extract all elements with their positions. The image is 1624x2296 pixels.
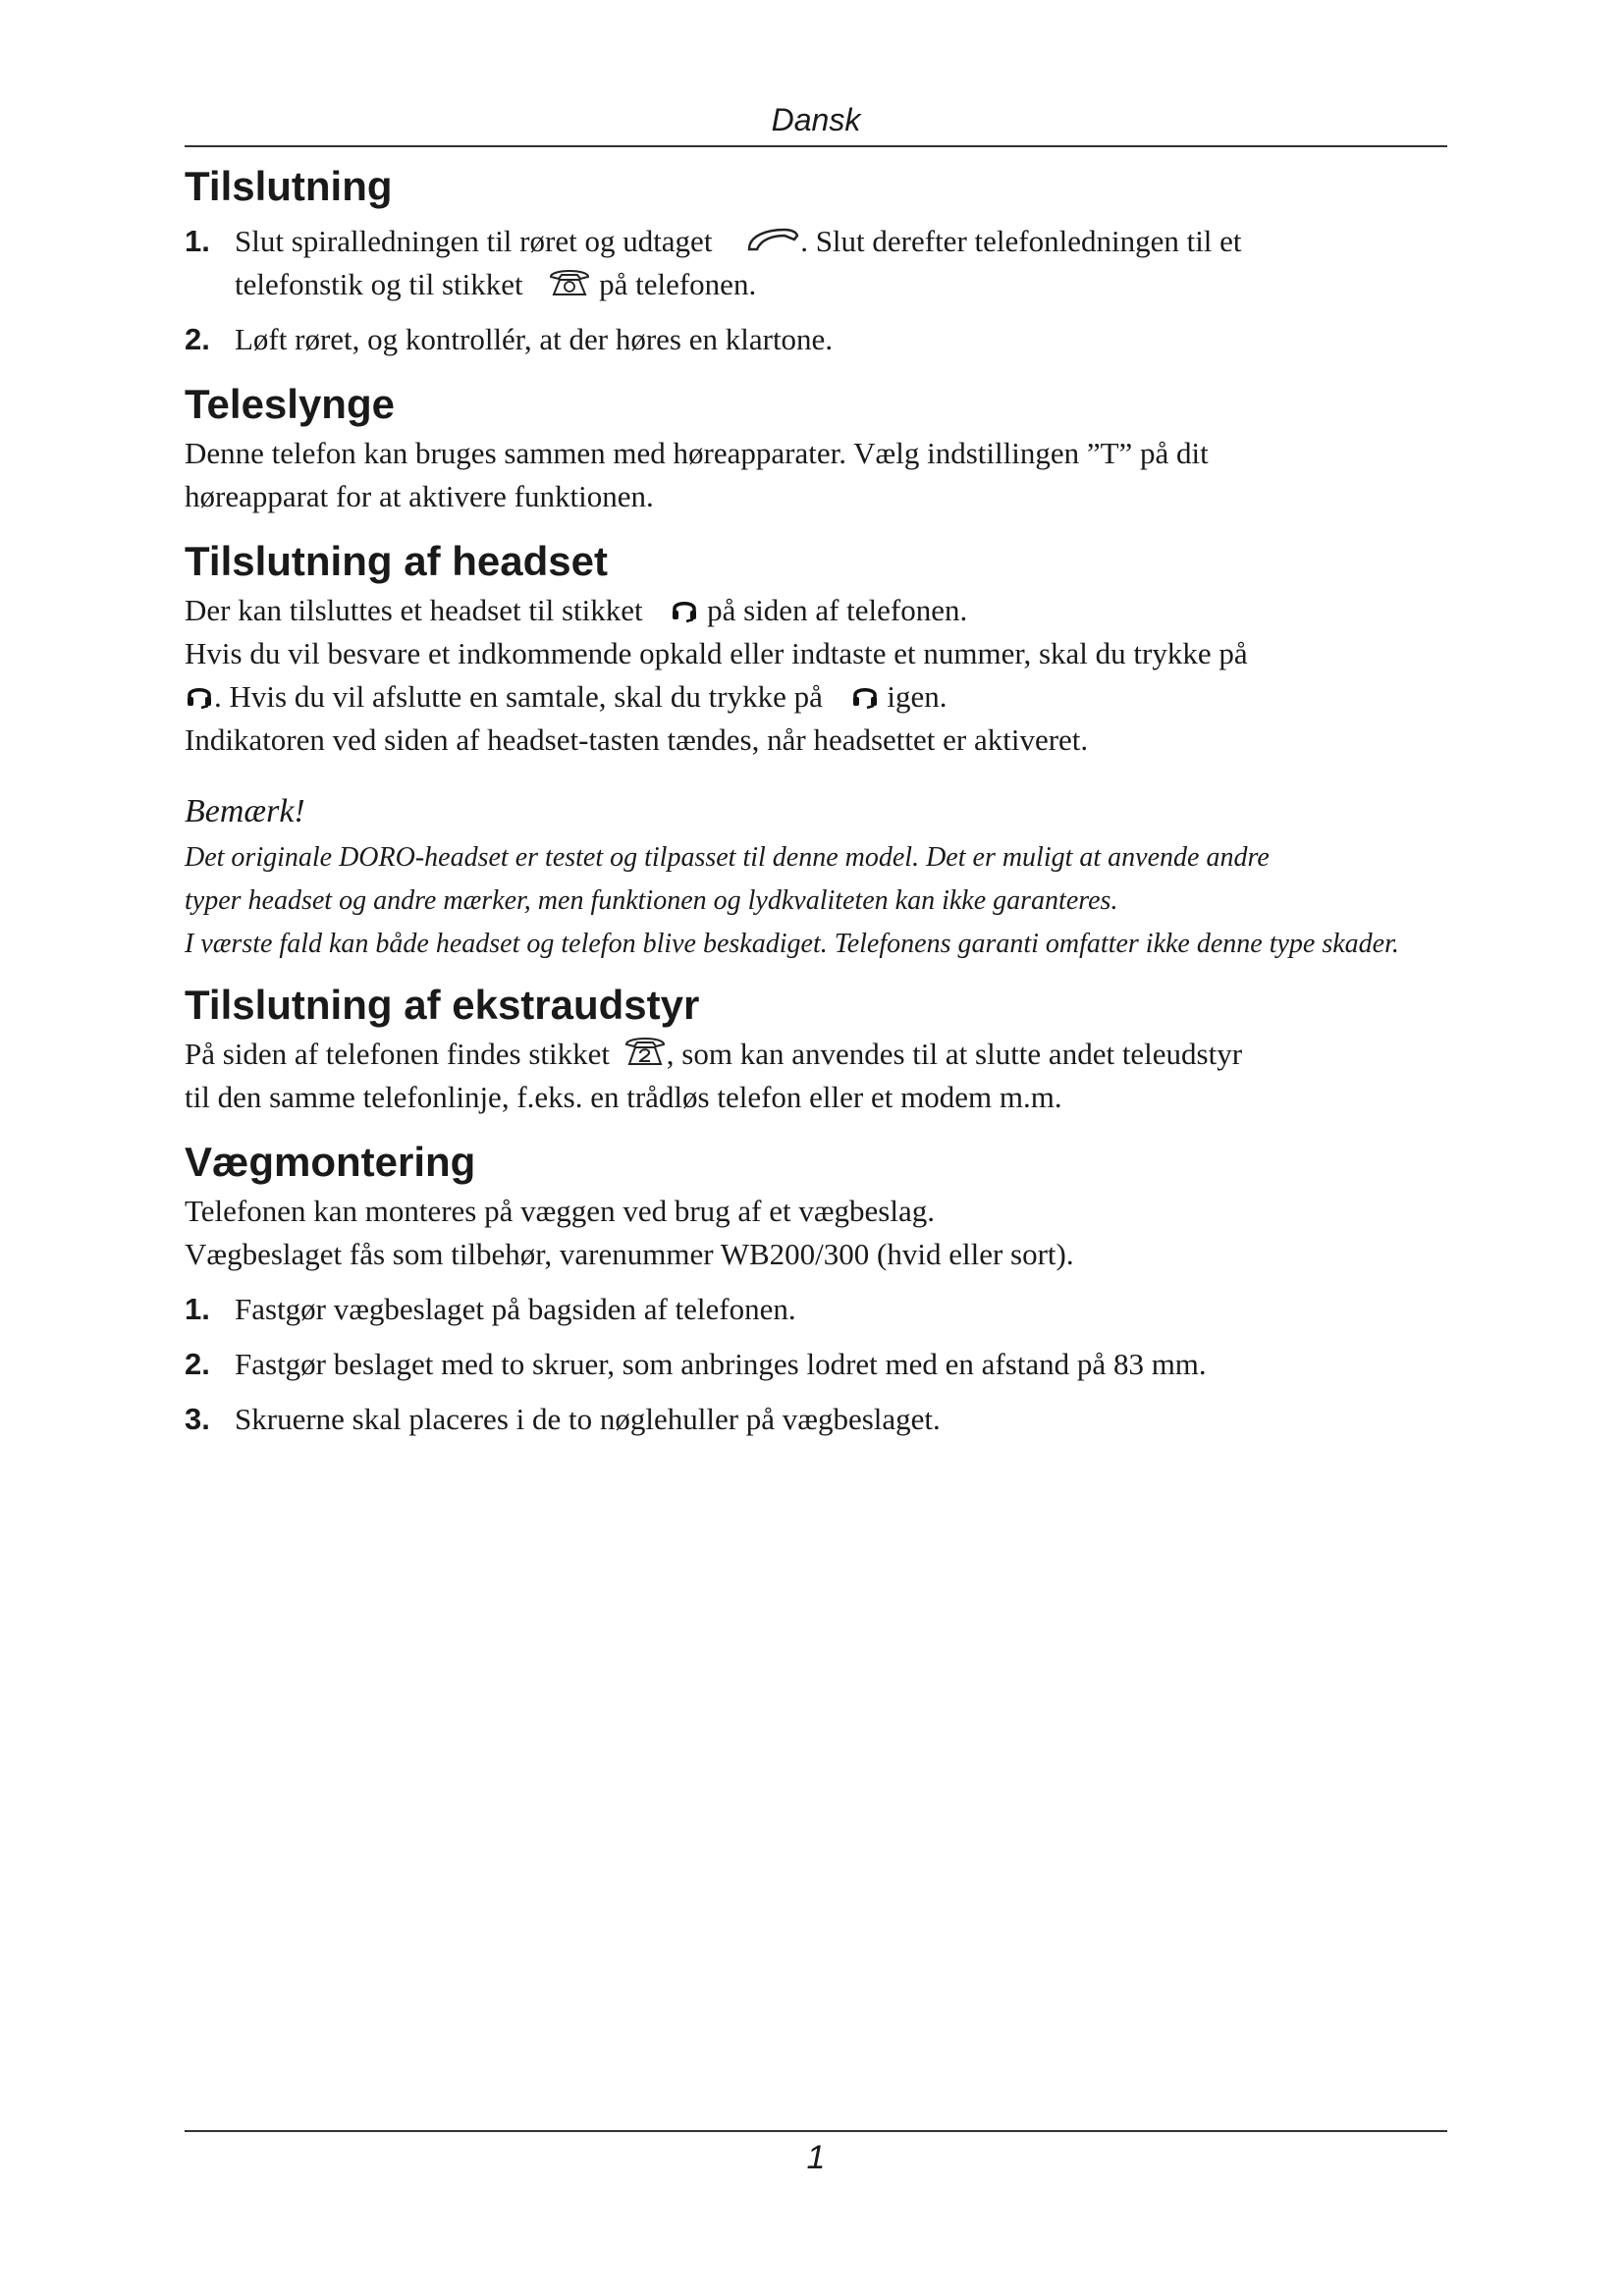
paragraph: Hvis du vil besvare et indkommende opkald eller indtaste et nummer, skal du trykke på [185,636,1248,670]
section-title-tilslutning: Tilslutning [185,163,393,209]
headset-icon [850,681,880,711]
document-body [185,159,1530,1441]
paragraph: . Hvis du vil afslutte en samtale, skal du trykke på igen. [185,675,1530,719]
section-title-vaegmontering: Vægmontering [185,1139,476,1185]
page-header [185,94,1447,147]
paragraph: På siden af telefonen findes stikket , som kan anvendes til at slutte andet teleudstyr [185,1037,1243,1071]
paragraph: Indikatoren ved siden af headset-tasten tændes, når headsettet er aktiveret. [185,722,1089,757]
paragraph: til den samme telefonlinje, f.eks. en trådløs telefon eller et modem m.m. [185,1080,1062,1114]
list-number: 2. [185,322,210,356]
section-title-headset: Tilslutning af headset [185,538,608,584]
page-footer [185,2130,1447,2183]
note-box [185,787,1530,966]
list-number: 2. [185,1347,210,1381]
paragraph: Denne telefon kan bruges sammen med høreapparater. Vælg indstillingen ”T” på dit [185,436,1209,470]
header-language: Dansk [771,102,861,137]
paragraph: Telefonen kan monteres på væggen ved brug af et vægbeslag. [185,1194,935,1228]
list-number: 3. [185,1402,210,1436]
section-title-ekstraudstyr: Tilslutning af ekstraudstyr [185,982,700,1028]
list-item: 2. Fastgør beslaget med to skruer, som anbringes lodret med en afstand på 83 mm. [185,1343,1530,1386]
list-item: 2. Løft røret, og kontrollér, at der høres en klartone. [185,318,1530,361]
list-item: 1. Slut spiralledningen til røret og udtaget . Slut derefter telefonledningen til et telefonstik og til stikket på telefonen. [185,220,1530,306]
section-title-teleslynge: Teleslynge [185,381,395,427]
note-line: I værste fald kan både headset og telefon blive beskadiget. Telefonens garanti omfatter ikke denne type skader. [185,929,1399,959]
list-number: 1. [185,224,210,258]
list-item: 1. Fastgør vægbeslaget på bagsiden af telefonen. [185,1288,1530,1331]
handset-icon [745,226,800,255]
paragraph: Vægbeslaget fås som tilbehør, varenummer WB200/300 (hvid eller sort). [185,1237,1074,1271]
note-title: Bemærk! [185,793,305,829]
phone-line-socket-icon [548,267,591,298]
headset-icon [670,595,699,624]
list-number: 1. [185,1292,210,1326]
paragraph: Der kan tilsluttes et headset til stikket på siden af telefonen. [185,593,968,627]
phone-line-2-socket-icon [623,1035,667,1068]
headset-icon [185,681,214,711]
page-number: 1 [806,2139,826,2176]
note-line: typer headset og andre mærker, men funktionen og lydkvaliteten kan ikke garanteres. [185,885,1118,916]
note-line: Det originale DORO-headset er testet og tilpasset til denne model. Det er muligt at anvende andre [185,842,1270,873]
list-item: 3. Skruerne skal placeres i de to nøglehuller på vægbeslaget. [185,1398,1530,1441]
paragraph: høreapparat for at aktivere funktionen. [185,479,654,513]
